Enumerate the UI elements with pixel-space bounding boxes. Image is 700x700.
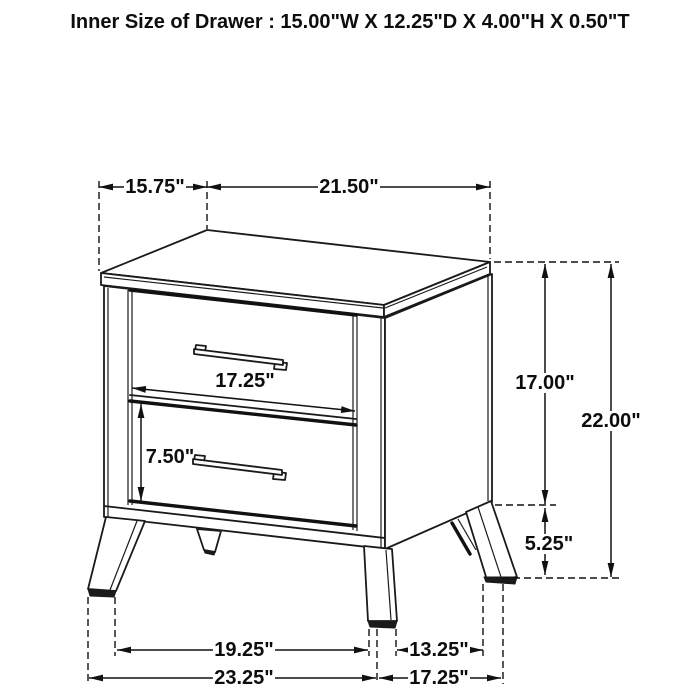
rear-right-leg-foot	[484, 577, 517, 584]
dim-label-front-span-outer: 23.25"	[214, 667, 274, 689]
dim-label-leg-height: 5.25"	[524, 533, 574, 555]
rear-right-leg-shadow-stripe	[452, 523, 470, 554]
dim-label-overall-height: 22.00"	[581, 410, 641, 432]
front-right-leg-foot	[368, 621, 397, 628]
front-left-leg-body	[88, 517, 145, 591]
rear-left-leg-body	[197, 529, 221, 552]
dim-label-side-span-inner: 13.25"	[409, 639, 469, 661]
dim-label-cabinet-height: 17.00"	[515, 372, 575, 394]
dim-label-side-span-outer: 17.25"	[409, 667, 469, 689]
front-right-leg-body	[364, 546, 397, 621]
front-left-leg	[88, 517, 145, 597]
dim-label-front-span-inner: 19.25"	[214, 639, 274, 661]
dim-label-drawer-front-height: 7.50"	[145, 446, 195, 468]
rear-right-leg-body	[466, 501, 517, 580]
dim-label-top-depth: 15.75"	[125, 176, 185, 198]
nightstand-drawing	[88, 230, 517, 628]
dim-label-top-width: 21.50"	[319, 176, 379, 198]
diagram-title: Inner Size of Drawer : 15.00"W X 12.25"D X 4.00"H X 0.50"T	[70, 11, 630, 33]
rear-left-leg	[197, 529, 221, 555]
dim-label-drawer-width: 17.25"	[215, 370, 275, 392]
front-right-leg	[364, 546, 397, 628]
front-left-leg-foot	[88, 589, 116, 597]
